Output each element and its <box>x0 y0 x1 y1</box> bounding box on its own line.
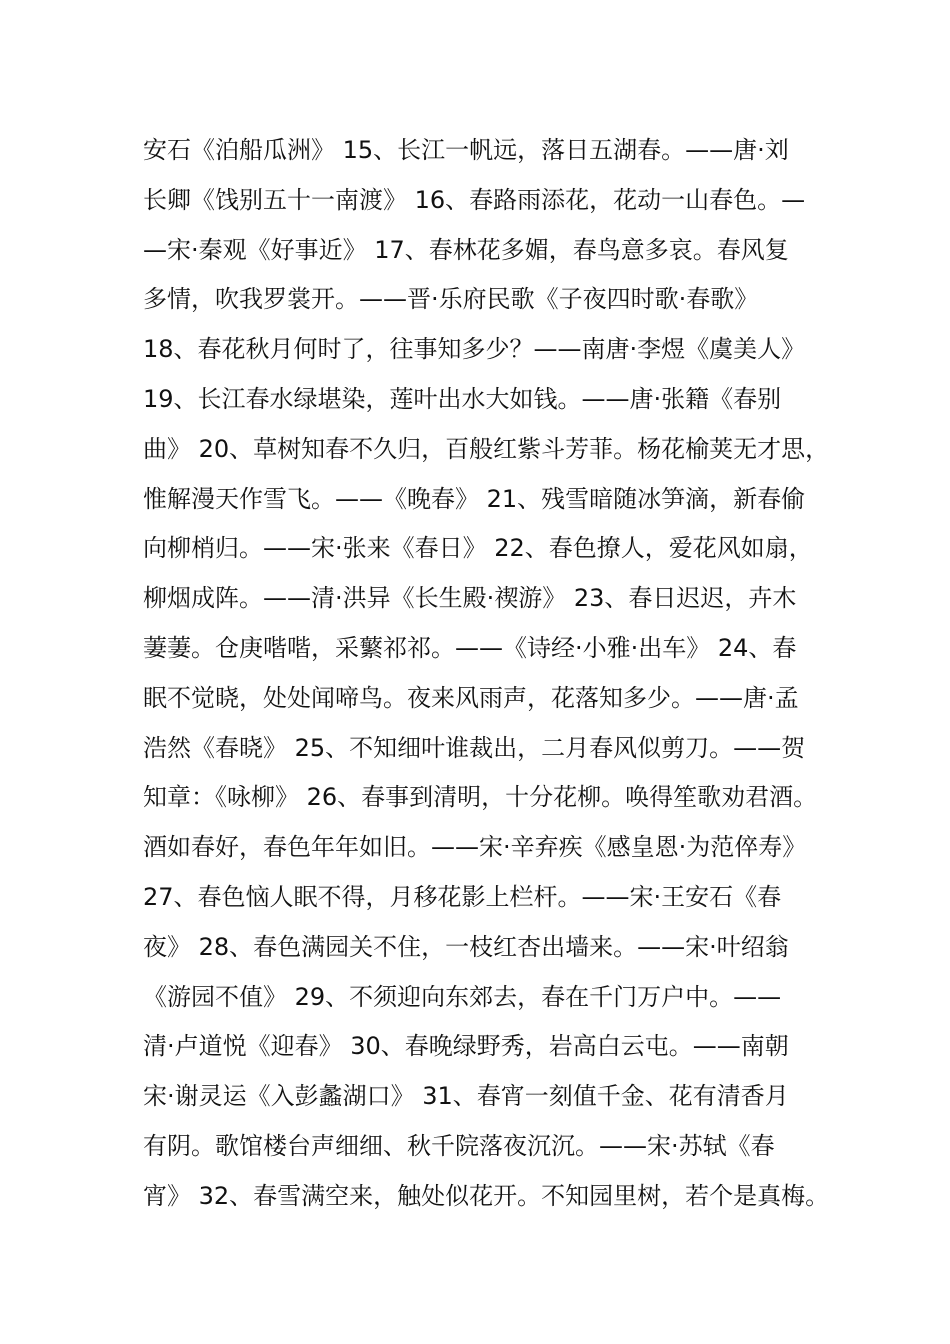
text-line: 《游园不值》 29、不须迎向东郊去，春在千门万户中。—— <box>143 982 782 1011</box>
text-line: —宋·秦观《好事近》 17、春林花多媚，春鸟意多哀。春风复 <box>143 235 789 264</box>
text-line: 宋·谢灵运《入彭蠡湖口》 31、春宵一刻值千金、花有清香月 <box>143 1082 789 1111</box>
text-line: 多情，吹我罗裳开。——晋·乐府民歌《子夜四时歌·春歌》 <box>143 285 759 314</box>
text-line: 27、春色恼人眠不得，月移花影上栏杆。——宋·王安石《春 <box>143 882 782 911</box>
text-line: 曲》 20、草树知春不久归，百般红紫斗芳菲。杨花榆荚无才思， <box>143 434 830 463</box>
text-line: 18、春花秋月何时了，往事知多少？——南唐·李煜《虞美人》 <box>143 335 806 364</box>
text-line: 安石《泊船瓜洲》 15、长江一帆远，落日五湖春。——唐·刘 <box>143 136 789 164</box>
document-text-body <box>143 126 833 1222</box>
text-line: 眠不觉晓，处处闻啼鸟。夜来风雨声，花落知多少。——唐·孟 <box>143 683 799 712</box>
text-line: 萋萋。仓庚喈喈，采蘩祁祁。——《诗经·小雅·出车》 24、春 <box>143 633 797 662</box>
text-line: 知章：《咏柳》 26、春事到清明，十分花柳。唤得笙歌劝君酒。 <box>143 783 818 812</box>
text-line: 清·卢道悦《迎春》 30、春晚绿野秀，岩高白云屯。——南朝 <box>143 1032 789 1061</box>
text-line: 长卿《饯别五十一南渡》 16、春路雨添花，花动一山春色。— <box>143 185 806 214</box>
text-line: 惟解漫天作雪飞。——《晚春》 21、残雪暗随冰笋滴，新春偷 <box>143 484 806 513</box>
text-line: 向柳梢归。——宋·张来《春日》 22、春色撩人，爱花风如扇， <box>143 534 813 563</box>
text-line: 浩然《春晓》 25、不知细叶谁裁出，二月春风似剪刀。——贺 <box>143 733 806 762</box>
text-line: 酒如春好，春色年年如旧。——宋·辛弃疾《感皇恩·为范倅寿》 <box>143 833 807 862</box>
text-line: 有阴。歌馆楼台声细细、秋千院落夜沉沉。——宋·苏轼《春 <box>143 1131 775 1160</box>
text-line: 19、长江春水绿堪染，莲叶出水大如钱。——唐·张籍《春别 <box>143 384 782 413</box>
text-line: 夜》 28、春色满园关不住，一枝红杏出墙来。——宋·叶绍翁 <box>143 932 789 961</box>
text-line: 宵》 32、春雪满空来，触处似花开。不知园里树，若个是真梅。 <box>143 1181 830 1210</box>
text-line: 柳烟成阵。——清·洪异《长生殿·禊游》 23、春日迟迟，卉木 <box>143 584 797 613</box>
